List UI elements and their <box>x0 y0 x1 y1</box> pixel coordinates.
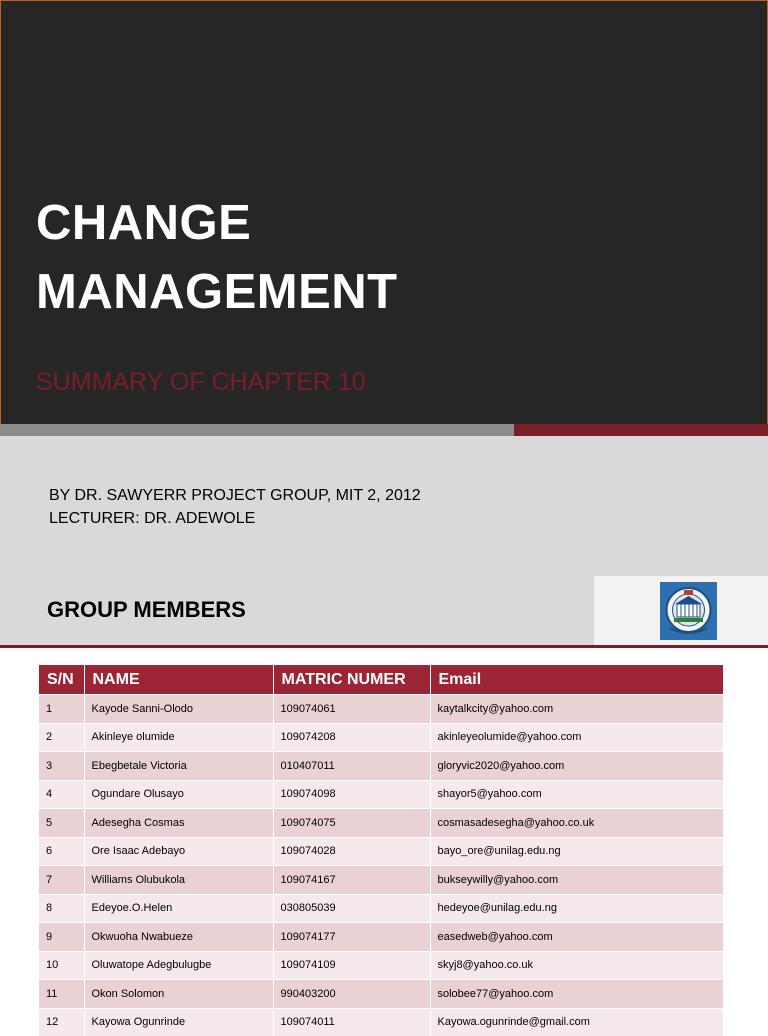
cell-email: Kayowa.ogunrinde@gmail.com <box>430 1008 723 1036</box>
byline-group: BY DR. SAWYERR PROJECT GROUP, MIT 2, 2012 <box>49 487 421 504</box>
subtitle: SUMMARY OF CHAPTER 10 <box>36 365 366 399</box>
cell-matric-number: 109074208 <box>273 723 430 752</box>
cell-matric-number: 109074167 <box>273 866 430 895</box>
section-heading: GROUP MEMBERS <box>47 596 246 624</box>
cell-matric-number: 990403200 <box>273 980 430 1009</box>
cell-email: gloryvic2020@yahoo.com <box>430 752 723 781</box>
divider-gray <box>0 424 514 436</box>
cell-email: cosmasadesegha@yahoo.co.uk <box>430 809 723 838</box>
table-row <box>39 809 723 838</box>
header-sn: S/N <box>39 665 84 695</box>
table-row <box>39 695 723 724</box>
cell-sn: 10 <box>39 951 84 980</box>
cell-sn: 9 <box>39 923 84 952</box>
cell-sn: 8 <box>39 894 84 923</box>
cell-sn: 6 <box>39 837 84 866</box>
cell-sn: 3 <box>39 752 84 781</box>
table-row <box>39 780 723 809</box>
cell-email: shayor5@yahoo.com <box>430 780 723 809</box>
cell-email: bayo_ore@unilag.edu.ng <box>430 837 723 866</box>
cell-name: Akinleye olumide <box>84 723 273 752</box>
cell-sn: 11 <box>39 980 84 1009</box>
cell-name: Kayode Sanni-Olodo <box>84 695 273 724</box>
cell-matric-number: 109074075 <box>273 809 430 838</box>
byline-lecturer: LECTURER: DR. ADEWOLE <box>49 510 255 527</box>
cell-sn: 5 <box>39 809 84 838</box>
cell-name: Adesegha Cosmas <box>84 809 273 838</box>
main-title-line-1: CHANGE <box>36 196 251 250</box>
cell-name: Okwuoha Nwabueze <box>84 923 273 952</box>
cell-matric-number: 030805039 <box>273 894 430 923</box>
university-crest-icon <box>660 582 717 640</box>
header-matric-number: MATRIC NUMER <box>273 665 430 695</box>
cell-sn: 7 <box>39 866 84 895</box>
cell-email: bukseywilly@yahoo.com <box>430 866 723 895</box>
cell-email: solobee77@yahoo.com <box>430 980 723 1009</box>
cell-matric-number: 109074061 <box>273 695 430 724</box>
cell-name: Ebegbetale Victoria <box>84 752 273 781</box>
table-row <box>39 837 723 866</box>
cell-name: Ogundare Olusayo <box>84 780 273 809</box>
info-panel <box>0 436 768 645</box>
cell-name: Ore Isaac Adebayo <box>84 837 273 866</box>
cell-email: hedeyoe@unilag.edu.ng <box>430 894 723 923</box>
cell-email: easedweb@yahoo.com <box>430 923 723 952</box>
table-row <box>39 752 723 781</box>
table-header-row <box>39 665 723 695</box>
header-email: Email <box>430 665 723 695</box>
table-row <box>39 951 723 980</box>
title-panel <box>0 0 768 425</box>
table-row <box>39 1008 723 1036</box>
group-members-table <box>39 665 723 1036</box>
cell-name: Oluwatope Adegbulugbe <box>84 951 273 980</box>
table-row <box>39 980 723 1009</box>
cell-matric-number: 010407011 <box>273 752 430 781</box>
logo-box <box>594 576 768 645</box>
divider-red-rule <box>0 645 768 648</box>
divider-red <box>514 424 768 436</box>
cell-sn: 1 <box>39 695 84 724</box>
main-title-line-2: MANAGEMENT <box>36 265 398 319</box>
table-row <box>39 923 723 952</box>
cell-matric-number: 109074011 <box>273 1008 430 1036</box>
cell-sn: 4 <box>39 780 84 809</box>
cell-name: Okon Solomon <box>84 980 273 1009</box>
cell-email: skyj8@yahoo.co.uk <box>430 951 723 980</box>
cell-matric-number: 109074109 <box>273 951 430 980</box>
cell-email: akinleyeolumide@yahoo.com <box>430 723 723 752</box>
cell-matric-number: 109074098 <box>273 780 430 809</box>
table-row <box>39 894 723 923</box>
cell-sn: 12 <box>39 1008 84 1036</box>
cell-name: Edeyoe.O.Helen <box>84 894 273 923</box>
byline <box>49 484 421 530</box>
cell-sn: 2 <box>39 723 84 752</box>
table-body <box>39 695 723 1036</box>
cell-matric-number: 109074177 <box>273 923 430 952</box>
cell-name: Williams Olubukola <box>84 866 273 895</box>
table-row <box>39 723 723 752</box>
header-name: NAME <box>84 665 273 695</box>
cell-matric-number: 109074028 <box>273 837 430 866</box>
cell-email: kaytalkcity@yahoo.com <box>430 695 723 724</box>
cell-name: Kayowa Ogunrinde <box>84 1008 273 1036</box>
table-row <box>39 866 723 895</box>
main-title <box>36 189 398 327</box>
